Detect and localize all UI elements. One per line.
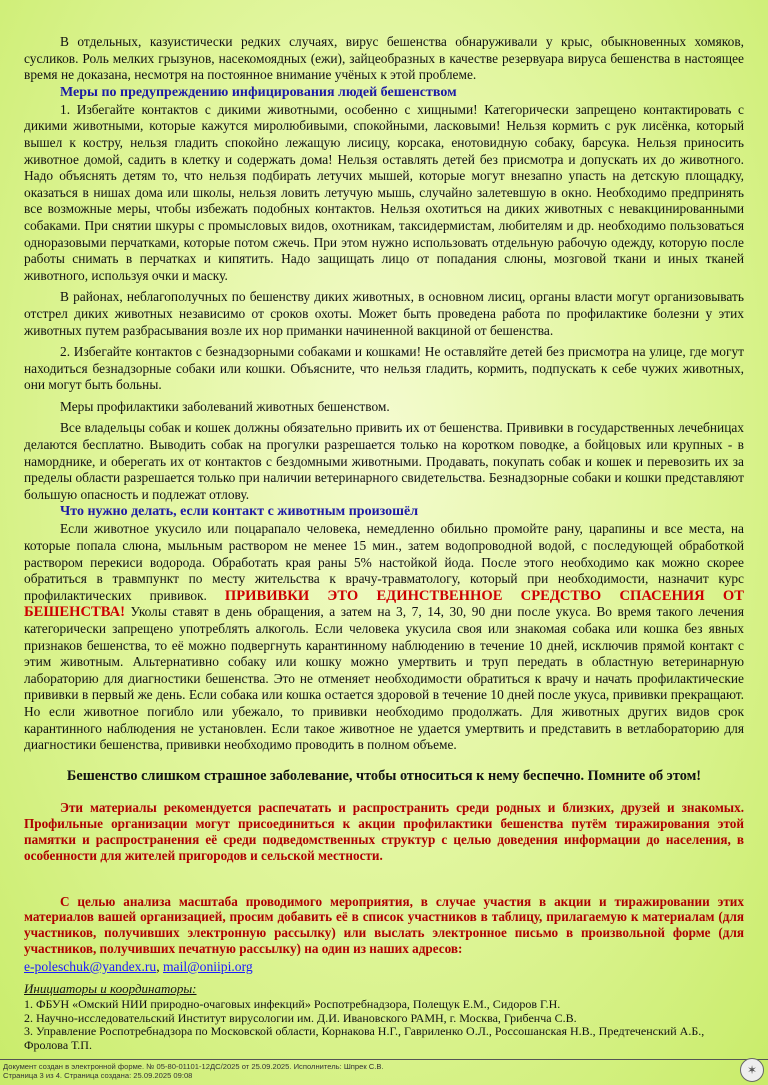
coordinator-item: 3. Управление Роспотребнадзора по Московской области, Корнакова Н.Г., Гавриленко О.Л., Россошанская Н.В., Предтеченский А.Б., Фролова Т.П.: [24, 1024, 705, 1052]
contact-text-end: Уколы ставят в день обращения, а затем на 3, 7, 14, 30, 90 дни после укуса. Во время такого лечения категорически запрещено употреблять алкоголь. Если человека укусила своя или знакомая собака или кошка без явных признаков бешенства, то её можно подвергнуть карантинному наблюдению в течение 10 дней, исключив прямой контакт с этим животным. Альтернативно собаку или кошку можно умертвить и труп передать в областную ветеринарную лабораторию для диагностики бешенства. Это не отменяет необходимости обратиться к врачу и начать профилактические прививки в первый же день. Если собака или кошка остается здоровой в течение 10 дней после укуса, прививки прекращают. Но если животное погибло или убежало, то прививки необходимо продолжать. Для животных других видов срок карантинного наблюдения не установлен. Если такое животное не удается умертвить и представить в ветлабораторию для диагностики бешенства, прививки необходимо проводить в полном объеме.: [24, 604, 744, 753]
contact-paragraph: [24, 521, 744, 753]
footer-divider: [0, 1059, 768, 1060]
coordinator-item: 1. ФБУН «Омский НИИ природно-очаговых инфекций» Роспотребнадзора, Полещук Е.М., Сидоров Г.Н.: [24, 996, 561, 1011]
prevention-paragraph-2: В районах, неблагополучных по бешенству диких животных, в основном лисиц, органы власти могут организовывать отстрел диких животных независимо от сроков охоты. Может быть проведена работа по профилактике болезни у этих животных путем разбрасывания возле их нор приманки начиненной вакциной от бешенства.: [24, 289, 744, 338]
email-separator: ,: [156, 958, 163, 974]
contact-emails: [24, 959, 744, 976]
email-link-poleschuk[interactable]: e-poleschuk@yandex.ru: [24, 958, 157, 974]
footer-line-1: Документ создан в электронной форме. № 05-80-01101-12ДС/2025 от 25.09.2025. Исполнитель: Шпрек С.В.: [3, 1062, 384, 1071]
appeal-paragraph: Эти материалы рекомендуется распечатать и распространить среди родных и близких, друзей и знакомых. Профильные организации могут присоединиться к акции профилактики бешенства путём тиражирования этой памятки и распространения её среди подведомственных структур с целью доведения информации до населения, в особенности для жителей пригородов и сельской местности.: [24, 800, 744, 863]
email-link-oniipi[interactable]: mail@oniipi.org: [162, 958, 253, 974]
main-warning: Бешенство слишком страшное заболевание, чтобы относиться к нему беспечно. Помните об этом!: [66, 767, 702, 784]
request-paragraph: С целью анализа масштаба проводимого мероприятия, в случае участия в акции и тиражировании этих материалов вашей организацией, просим добавить её в список участников в таблицу, прилагаемую к материалам (для участников, получивших электронную рассылку) или выслать электронное письмо в произвольной форме (для участников, получивших печатную рассылку) на один из наших адресов:: [24, 893, 744, 956]
section-title-prevention: Меры по предупреждению инфицирования людей бешенством: [60, 84, 457, 100]
prevention-paragraph-3: 2. Избегайте контактов с безнадзорными собаками и кошками! Не оставляйте детей без присмотра на улице, где могут находиться безнадзорные собаки или кошки. Объясните, что нельзя гладить, кормить, подпускать к себе чужих животных, они могут быть больны.: [24, 344, 744, 393]
document-body: [24, 34, 744, 1052]
intro-paragraph: В отдельных, казуистически редких случаях, вирус бешенства обнаруживали у крыс, обыкновенных хомяков, сусликов. Роль мелких грызунов, насекомоядных (ежи), зайцеобразных в качестве резервуара вируса бешенства в настоящее время не доказана, несмотря на постоянное внимание учёных к этой проблеме.: [24, 34, 744, 83]
coordinators-list: [24, 998, 744, 1052]
coordinator-item: 2. Научно-исследовательский Институт вирусологии им. Д.И. Ивановского РАМН, г. Москва, Грибенча С.В.: [24, 1010, 577, 1025]
contact-text-start: Если животное укусило или поцарапало человека, немедленно обильно промойте рану, царапины и все места, на которые попала слюна, мыльным раствором не менее 15 мин., затем водопроводной водой, с последующей обработкой раствором перекиси водорода. Обработать края раны 5% настойкой йода. После этого необходимо как можно скорее обратиться в травмпункт по месту жительства к врачу-травматологу, который при необходимости, назначит курс профилактических прививок.: [24, 521, 744, 603]
prevention-paragraph-5: Все владельцы собак и кошек должны обязательно привить их от бешенства. Прививки в государственных лечебницах делаются бесплатно. Выводить собак на прогулки разрешается только на коротком поводке, а бойцовых или крупных - в наморднике, и оберегать их от контактов с бездомными животными. Продавать, покупать собак и кошек и перевозить их за пределы области разрешается только при наличии ветеринарного свидетельства. Безнадзорные собаки и кошки представляют большую опасность и подлежат отлову.: [24, 420, 744, 502]
animal-prevention-heading: Меры профилактики заболеваний животных бешенством.: [60, 398, 390, 414]
footer-line-2: Страница 3 из 4. Страница создана: 25.09.2025 09:08: [3, 1071, 193, 1080]
seal-icon: ✶: [740, 1058, 764, 1082]
section-title-contact: Что нужно делать, если контакт с животным произошёл: [60, 504, 419, 520]
document-footer: [0, 1059, 768, 1085]
vaccination-warning: ПРИВИВКИ ЭТО ЕДИНСТВЕННОЕ СРЕДСТВО СПАСЕНИЯ ОТ БЕШЕНСТВА!: [24, 587, 744, 621]
coordinators-title: Инициаторы и координаторы:: [24, 981, 197, 997]
prevention-paragraph-1: 1. Избегайте контактов с дикими животными, особенно с хищными! Категорически запрещено контактировать с дикими животными, которые кажутся миролюбивыми, спокойными, ласковыми! Нельзя кормить с рук лисёнка, который вышел к костру, нельзя гладить спокойно лежащую лисицу, корсака, енотовидную собаку, барсука. Нельзя приносить животное домой, садить в клетку и содержать дома! Нельзя оставлять детей без присмотра и допускать их до животного. Надо объяснять детям то, что нельзя подбирать летучих мышей, которые могут внезапно упасть на детскую площадку, оказаться в нишах дома или школы, нельзя ловить летучую мышь, случайно залетевшую в окно. Необходимо предпринять все возможные меры, чтобы избежать подобных контактов. Нельзя охотиться на диких животных с невакцинированными собаками. При снятии шкуры с промысловых видов, охотникам, таксидермистам, любителям и др. необходимо пользоваться одноразовыми перчатками, которые потом сжечь. При этом нужно использовать отдельную рабочую одежду, которую после работы снимать в перчатках и кипятить. Надо защищать лицо от попадания слюны, мозговой ткани и иных тканей животного, используя очки и маску.: [24, 101, 744, 283]
